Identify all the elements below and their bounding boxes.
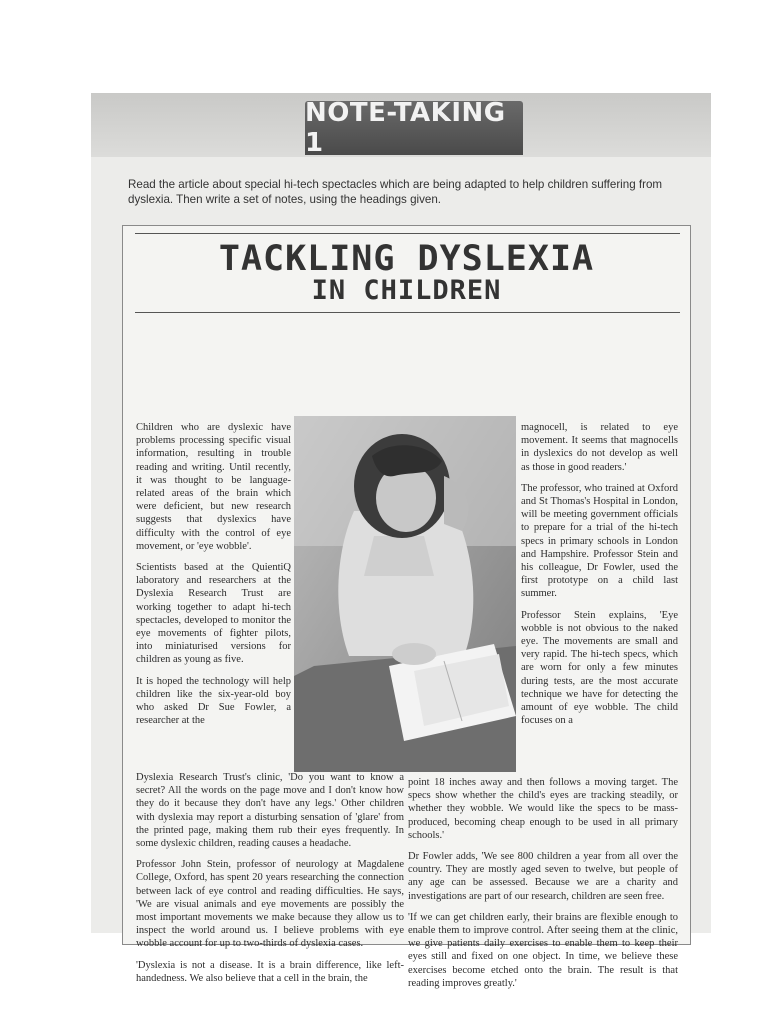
paragraph: Dyslexia Research Trust's clinic, 'Do you want to know a secret? All the words on the page move and I don't know how they do it because they don't have any legs.' Other children with dyslexia may report a disturbing sensation of 'glare' from the printed page, making them rub their eyes frequently. In some dyslexic children, reading causes a headache. — [136, 772, 404, 850]
headline-rule — [135, 312, 680, 313]
page-title: NOTE-TAKING 1 — [305, 101, 523, 155]
paragraph: Professor John Stein, professor of neurology at Magdalene College, Oxford, has spent 20 years researching the connection between lack of eye control and reading difficulties. He says, 'We are visual animals and eye movements are possibly the most important movements we make because they allow us to inspect the world around us. I believe problems with eye wobble account for up to two-thirds of dyslexia cases. — [136, 859, 404, 950]
left-column-bottom — [136, 771, 404, 993]
right-column-top — [521, 421, 678, 735]
scanned-page — [91, 93, 711, 989]
paragraph: 'Dyslexia is not a disease. It is a brain difference, like left-handedness. We also believe that a cell in the brain, the — [136, 959, 404, 984]
title-band — [91, 93, 711, 157]
paragraph: It is hoped the technology will help children like the six-year-old boy who asked Dr Sue Fowler, a researcher at the — [136, 675, 291, 727]
article-subheadline: IN CHILDREN — [311, 275, 502, 306]
paragraph: Children who are dyslexic have problems processing specific visual information, resulting in trouble reading and writing. Until recently, it was thought to be language-related areas of the brain which were deficient, but new research suggests that dyslexics have difficulty with the control of eye movement, or 'eye wobble'. — [136, 422, 291, 552]
article-box — [122, 225, 691, 989]
paragraph: Professor Stein explains, 'Eye wobble is not obvious to the naked eye. The movements are small and very rapid. The hi-tech specs, which are worn for only a few minutes during tests, are the most accurate technique we have for detecting the amount of eye wobble. The child focuses on a — [521, 609, 678, 727]
paragraph: 'If we can get children early, their brains are flexible enough to enable them to improve control. After seeing them at the clinic, we give patients daily exercises to enable them to keep their eyes still and fixed on one object. In time, we believe these exercises become etched onto the brain. The result is that reading improves greatly.' — [408, 911, 678, 989]
right-column-bottom — [408, 776, 678, 998]
paragraph: Dr Fowler adds, 'We see 800 children a year from all over the country. They are mostly aged seven to twelve, but people of any age can be assessed. Because we are a charity and investigations are part of our research, children are seen free. — [408, 851, 678, 902]
paragraph: The professor, who trained at Oxford and St Thomas's Hospital in London, will be meeting government officials to prepare for a trial of the hi-tech specs in primary schools in London and Hampshire. Professor Stein and his colleague, Dr Fowler, used the first prototype on a child last summer. — [521, 482, 678, 600]
girl-reading-photo — [294, 416, 516, 772]
paragraph: magnocell, is related to eye movement. It seems that magnocells in dyslexics do not develop as well as those in good readers.' — [521, 422, 678, 473]
instructions-text: Read the article about special hi-tech spectacles which are being adapted to help children suffering from dyslexia. Then write a set of notes, using the headings given. — [128, 178, 663, 206]
left-column-top — [136, 421, 291, 735]
photo-illustration — [294, 416, 516, 772]
top-rule — [135, 233, 680, 234]
paragraph: Scientists based at the QuientiQ laboratory and researchers at the Dyslexia Research Trust are working together to adapt hi-tech spectacles, developed to monitor the eye movements of fighter pilots, into miniaturised versions for children as young as five. — [136, 562, 291, 666]
article-headline: TACKLING DYSLEXIA — [218, 239, 595, 279]
paragraph: point 18 inches away and then follows a moving target. The specs show whether the child's eyes are tracking steadily, or whether they wobble. We would like the specs to be mass-produced, becoming cheap enough to be used in all primary schools.' — [408, 777, 678, 841]
